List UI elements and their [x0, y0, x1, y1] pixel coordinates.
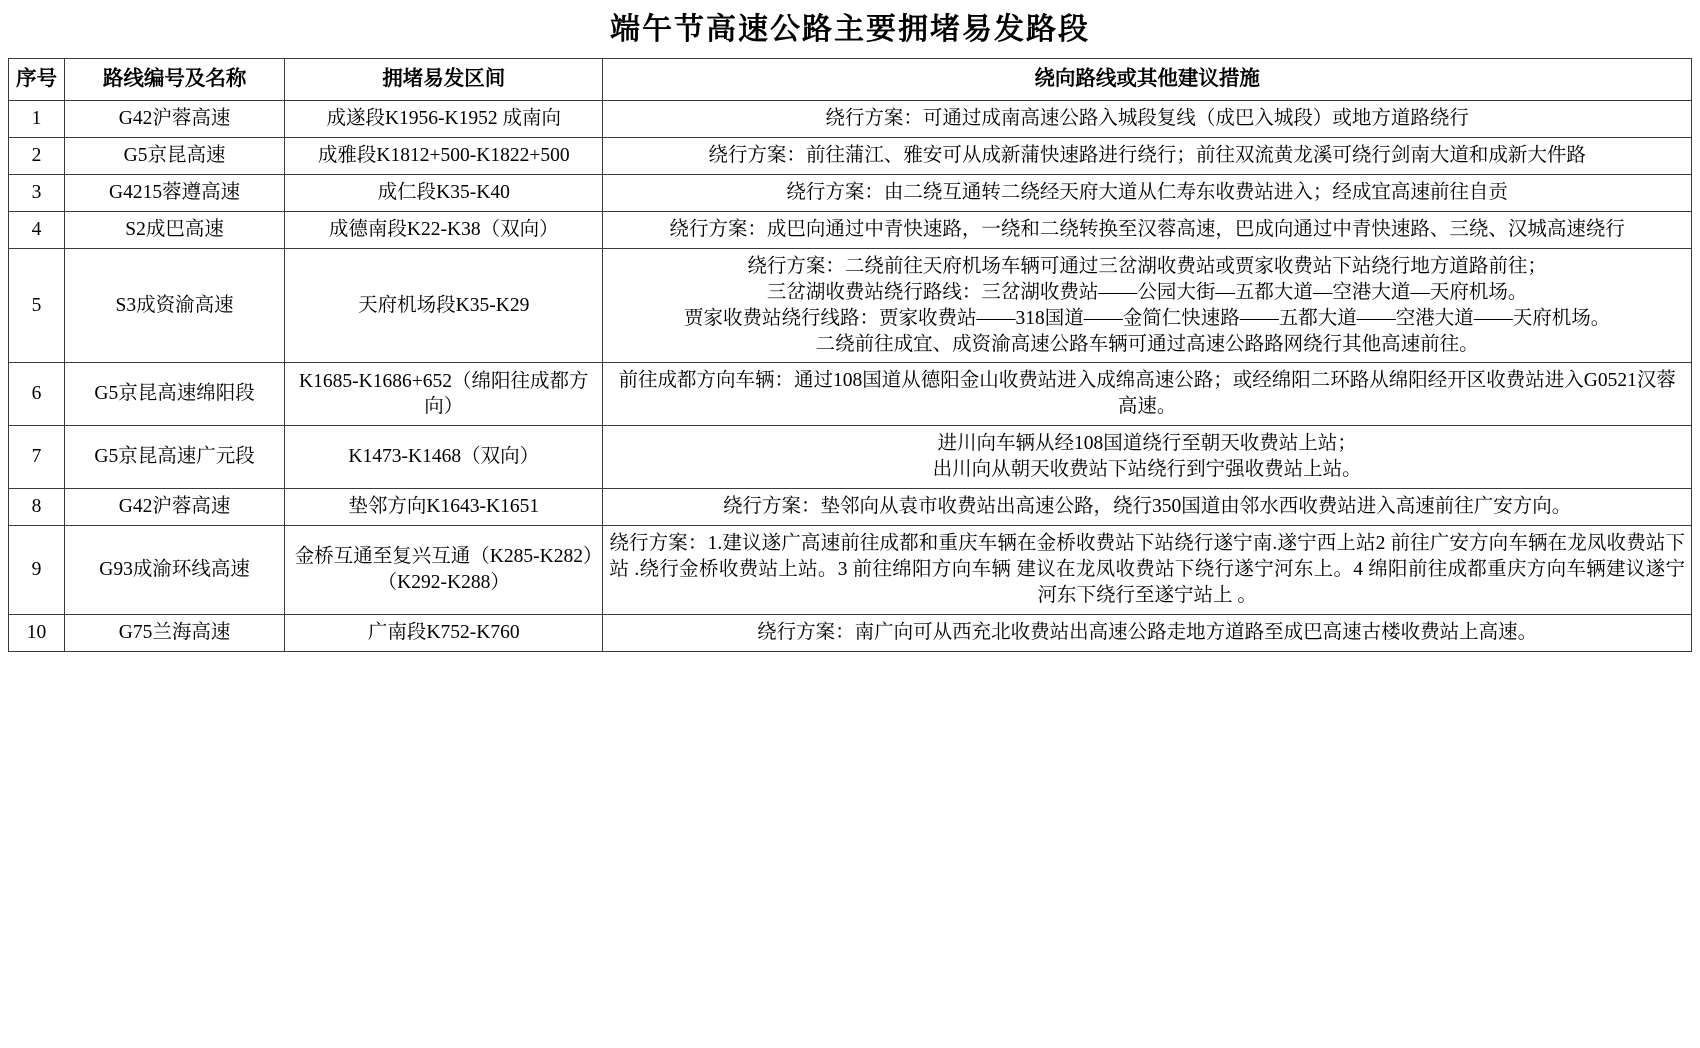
table-row	[9, 363, 1692, 426]
cell-index: 3	[9, 174, 65, 211]
cell-road: G5京昆高速	[65, 137, 285, 174]
table-header	[9, 59, 1692, 101]
congestion-table	[8, 58, 1692, 652]
cell-road: G4215蓉遵高速	[65, 174, 285, 211]
table-row	[9, 211, 1692, 248]
column-header-index: 序号	[9, 59, 65, 101]
cell-segment: 成德南段K22-K38（双向）	[285, 211, 603, 248]
advice-line: 绕行方案：成巴向通过中青快速路，一绕和二绕转换至汉蓉高速，巴成向通过中青快速路、三绕、汉城高速绕行	[669, 218, 1625, 240]
table-header-row	[9, 59, 1692, 101]
cell-segment: 垫邻方向K1643-K1651	[285, 489, 603, 526]
cell-advice	[603, 137, 1692, 174]
advice-line: 绕行方案：1.建议遂广高速前往成都和重庆车辆在金桥收费站下站绕行遂宁南.遂宁西上站2 前往广安方向车辆在龙凤收费站下站 .绕行金桥收费站上站。3 前往绵阳方向车辆 建议在龙凤收费站下绕行遂宁河东上。4 绵阳前往成都重庆方向车辆建议遂宁河东下绕行至遂宁站上 。	[609, 533, 1685, 606]
cell-advice	[603, 614, 1692, 651]
column-header-road: 路线编号及名称	[65, 59, 285, 101]
advice-line: 二绕前往成宜、成资渝高速公路车辆可通过高速公路路网绕行其他高速前往。	[815, 333, 1479, 355]
advice-line: 前往成都方向车辆：通过108国道从德阳金山收费站进入成绵高速公路；或经绵阳二环路从绵阳经开区收费站进入G0521汉蓉高速。	[618, 370, 1676, 418]
advice-line: 绕行方案：可通过成南高速公路入城段复线（成巴入城段）或地方道路绕行	[825, 108, 1469, 130]
column-header-segment: 拥堵易发区间	[285, 59, 603, 101]
table-row	[9, 248, 1692, 363]
table-row	[9, 174, 1692, 211]
table-row	[9, 137, 1692, 174]
cell-segment: K1473-K1468（双向）	[285, 426, 603, 489]
cell-road: S2成巴高速	[65, 211, 285, 248]
cell-advice	[603, 101, 1692, 138]
cell-segment: 天府机场段K35-K29	[285, 248, 603, 363]
cell-road: G42沪蓉高速	[65, 489, 285, 526]
advice-line: 绕行方案：垫邻向从袁市收费站出高速公路，绕行350国道由邻水西收费站进入高速前往广安方向。	[723, 496, 1572, 518]
cell-index: 10	[9, 614, 65, 651]
cell-road: G93成渝环线高速	[65, 526, 285, 615]
table-body	[9, 101, 1692, 652]
cell-segment: 成雅段K1812+500-K1822+500	[285, 137, 603, 174]
advice-line: 三岔湖收费站绕行路线：三岔湖收费站——公园大街—五都大道—空港大道—天府机场。	[766, 281, 1528, 303]
cell-index: 4	[9, 211, 65, 248]
cell-segment: 广南段K752-K760	[285, 614, 603, 651]
cell-index: 7	[9, 426, 65, 489]
cell-segment: 成仁段K35-K40	[285, 174, 603, 211]
advice-line: 绕行方案：由二绕互通转二绕经天府大道从仁寿东收费站进入；经成宜高速前往自贡	[786, 181, 1508, 203]
cell-advice	[603, 248, 1692, 363]
cell-road: G42沪蓉高速	[65, 101, 285, 138]
cell-advice	[603, 426, 1692, 489]
cell-road: G75兰海高速	[65, 614, 285, 651]
cell-road: S3成资渝高速	[65, 248, 285, 363]
advice-line: 绕行方案：南广向可从西充北收费站出高速公路走地方道路至成巴高速古楼收费站上高速。	[757, 621, 1538, 643]
cell-index: 6	[9, 363, 65, 426]
page-title: 端午节高速公路主要拥堵易发路段	[610, 13, 1090, 46]
cell-index: 2	[9, 137, 65, 174]
column-header-advice: 绕向路线或其他建议措施	[603, 59, 1692, 101]
cell-advice	[603, 363, 1692, 426]
advice-line: 进川向车辆从经108国道绕行至朝天收费站上站；	[937, 433, 1357, 455]
table-row	[9, 426, 1692, 489]
advice-line: 贾家收费站绕行线路：贾家收费站——318国道——金简仁快速路——五都大道——空港大道——天府机场。	[684, 307, 1611, 329]
cell-index: 5	[9, 248, 65, 363]
cell-index: 1	[9, 101, 65, 138]
cell-road: G5京昆高速广元段	[65, 426, 285, 489]
cell-segment: K1685-K1686+652（绵阳往成都方向）	[285, 363, 603, 426]
cell-road: G5京昆高速绵阳段	[65, 363, 285, 426]
cell-advice	[603, 211, 1692, 248]
cell-advice	[603, 526, 1692, 615]
table-row	[9, 101, 1692, 138]
cell-advice	[603, 489, 1692, 526]
table-row	[9, 489, 1692, 526]
cell-advice	[603, 174, 1692, 211]
advice-line: 出川向从朝天收费站下站绕行到宁强收费站上站。	[932, 459, 1362, 481]
cell-index: 8	[9, 489, 65, 526]
table-row	[9, 526, 1692, 615]
advice-line: 绕行方案：二绕前往天府机场车辆可通过三岔湖收费站或贾家收费站下站绕行地方道路前往；	[747, 255, 1547, 277]
cell-segment: 成遂段K1956-K1952 成南向	[285, 101, 603, 138]
table-row	[9, 614, 1692, 651]
advice-line: 绕行方案：前往蒲江、雅安可从成新蒲快速路进行绕行；前往双流黄龙溪可绕行剑南大道和成新大件路	[708, 144, 1586, 166]
cell-segment: 金桥互通至复兴互通（K285-K282）（K292-K288）	[285, 526, 603, 615]
cell-index: 9	[9, 526, 65, 615]
